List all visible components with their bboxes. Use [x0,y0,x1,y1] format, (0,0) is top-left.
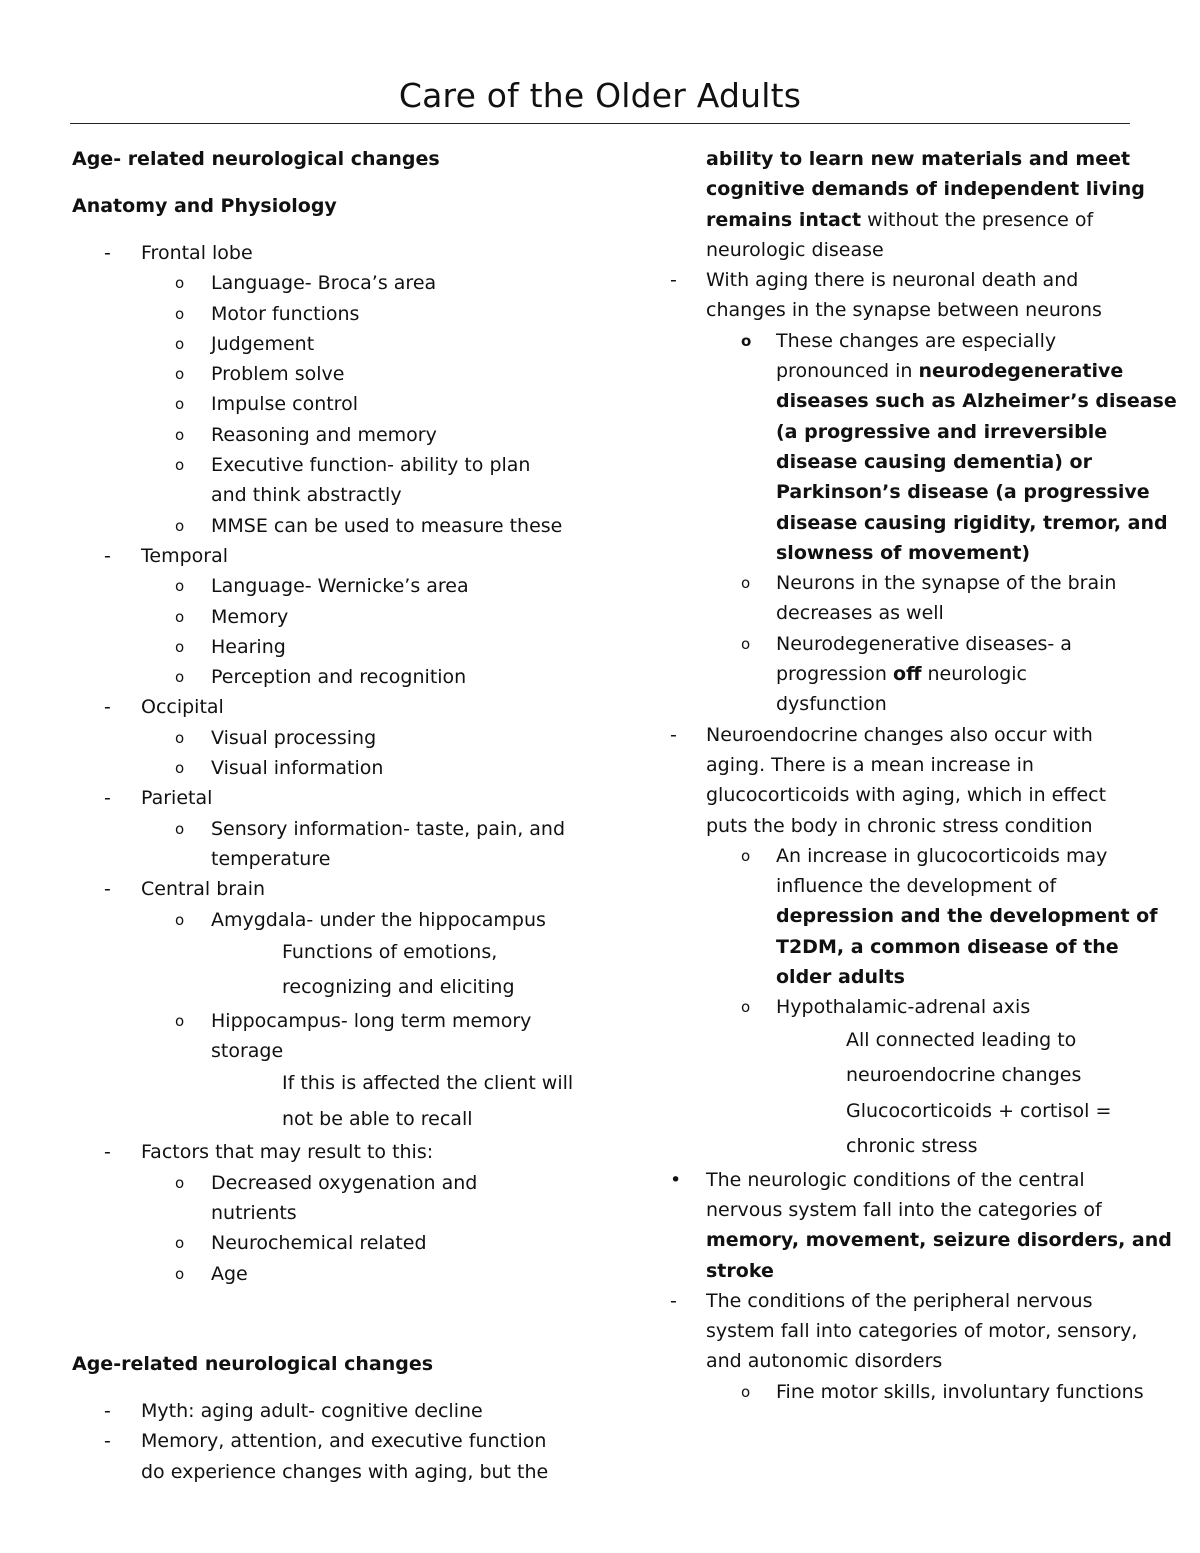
list-item: - Occipital [72,692,592,722]
list-item: - The conditions of the peripheral nervous [668,1286,1140,1316]
list-item: o Language- Broca’s area [72,268,592,298]
heading-anatomy: Anatomy and Physiology [72,195,337,217]
list-item-continued: slowness of movement) [776,541,1031,564]
list-item-continued: changes in the synapse between neurons [706,299,1102,322]
list-item: o Executive function- ability to plan [72,450,592,480]
list-item-continued: do experience changes with aging, but the [141,1460,549,1483]
list-item-continued: dysfunction [776,693,887,716]
circle-bullet: o [175,759,185,778]
right-column [668,144,1177,1407]
circle-bullet: o [175,819,185,838]
list-item: o Decreased oxygenation and [72,1168,592,1198]
circle-bullet: o [175,1011,185,1030]
title-rule [70,123,1130,124]
list-item: • The neurologic conditions of the central [668,1165,1140,1195]
continued-text: cognitive demands of independent living [706,178,1145,201]
list-item: o Motor functions [72,299,592,329]
list-item-continued: T2DM, a common disease of the [776,935,1119,958]
circle-bullet: o [741,846,751,865]
sub-note: recognizing and eliciting [282,976,515,999]
sub-note: neuroendocrine changes [846,1064,1082,1087]
list-item-continued: older adults [776,966,905,989]
list-item-continued: diseases such as Alzheimer’s disease [776,390,1177,413]
list-item-continued: pronounced in neurodegenerative [776,360,1124,383]
spacer [72,1289,592,1319]
list-item: o Visual information [72,753,592,783]
dash-bullet: - [670,269,677,292]
list-item: o Judgement [72,329,592,359]
sub-note: All connected leading to [846,1028,1077,1051]
list-item: o Memory [72,602,592,632]
dash-bullet: - [104,1141,111,1164]
list-item: o Problem solve [72,359,592,389]
sub-note: not be able to recall [282,1107,473,1130]
list-item: o Amygdala- under the hippocampus [72,905,592,935]
circle-bullet: o [175,456,185,475]
list-item: - Memory, attention, and executive function [72,1426,592,1456]
list-item: o MMSE can be used to measure these [72,511,592,541]
continued-text: neurologic disease [706,238,884,261]
circle-bullet: o [175,516,185,535]
list-item-continued: disease causing rigidity, tremor, and [776,511,1168,534]
list-item: - Factors that may result to this: [72,1137,592,1167]
circle-bullet: o [175,1264,185,1283]
circle-bullet: o [175,365,185,384]
list-item: - Myth: aging adult- cognitive decline [72,1396,592,1426]
circle-bullet: o [175,607,185,626]
dash-bullet: - [104,787,111,810]
list-item-continued: progression off neurologic [776,663,1027,686]
list-item: o Hypothalamic-adrenal axis [668,992,1140,1022]
list-item-continued: influence the development of [776,875,1057,898]
list-item: - Parietal [72,783,592,813]
list-item: - Frontal lobe [72,238,592,268]
list-item-continued: and autonomic disorders [706,1350,943,1373]
circle-bullet: o [741,1382,751,1401]
circle-bullet: o [175,637,185,656]
list-item-continued: and think abstractly [211,484,402,507]
circle-bullet: o [175,577,185,596]
list-item: o An increase in glucocorticoids may [668,841,1140,871]
circle-bullet: o [175,1173,185,1192]
list-item-continued: puts the body in chronic stress condition [706,814,1093,837]
list-item: o Age [72,1259,592,1289]
circle-bullet: o [175,304,185,323]
list-item: - Neuroendocrine changes also occur with [668,720,1140,750]
dash-bullet: - [104,242,111,264]
list-item: o Reasoning and memory [72,420,592,450]
list-item-continued: Parkinson’s disease (a progressive [776,481,1150,504]
list-item-continued: temperature [211,847,331,870]
circle-bullet: o [175,334,185,353]
list-item-continued: aging. There is a mean increase in [706,753,1034,776]
circle-bullet: o [741,634,751,653]
sub-note: If this is affected the client will [282,1072,574,1095]
list-item-continued: nervous system fall into the categories of [706,1198,1102,1221]
circle-bullet: o [175,1234,185,1253]
dash-bullet: - [670,1289,677,1312]
list-item: o Neurons in the synapse of the brain [668,568,1140,598]
sub-note: Functions of emotions, [282,940,498,963]
circle-bullet: o [175,395,185,414]
dash-bullet: - [104,1430,111,1453]
bold-circle-bullet: o [741,331,752,350]
dash-bullet: - [104,544,111,567]
list-item-continued: (a progressive and irreversible [776,420,1108,443]
dash-bullet: - [670,723,677,746]
list-item: o Sensory information- taste, pain, and [72,814,592,844]
list-item: o Hearing [72,632,592,662]
list-item-continued: depression and the development of [776,905,1158,928]
continued-text: ability to learn new materials and meet [706,148,1131,170]
list-item-continued: glucocorticoids with aging, which in effect [706,784,1107,807]
circle-bullet: o [175,728,185,747]
list-item: o These changes are especially [668,326,1140,356]
list-item: o Language- Wernicke’s area [72,571,592,601]
dash-bullet: - [104,878,111,901]
heading-age-related-2: Age-related neurological changes [72,1352,434,1375]
list-item: - Central brain [72,874,592,904]
spacer [72,1319,592,1349]
circle-bullet: o [741,574,751,593]
continued-text: remains intact without the presence of [706,208,1094,231]
list-item: - Temporal [72,541,592,571]
list-item: o Hippocampus- long term memory [72,1006,592,1036]
circle-bullet: o [175,910,185,929]
list-item: o Neurochemical related [72,1228,592,1258]
circle-bullet: o [741,998,751,1017]
left-column [72,144,592,1487]
heading-age-related: Age- related neurological changes [72,148,440,170]
list-item-continued: nutrients [211,1202,297,1225]
sub-note: Glucocorticoids + cortisol = [846,1099,1112,1122]
list-item-continued: stroke [706,1259,774,1282]
list-item: o Visual processing [72,723,592,753]
circle-bullet: o [175,668,185,687]
circle-bullet: o [175,425,185,444]
list-item-continued: memory, movement, seizure disorders, and [706,1229,1172,1252]
dash-bullet: - [104,696,111,719]
dash-bullet: - [104,1399,111,1422]
list-item: o Fine motor skills, involuntary functions [668,1377,1140,1407]
sub-note: chronic stress [846,1135,978,1158]
circle-bullet: o [175,274,185,293]
list-item-continued: disease causing dementia) or [776,450,1092,473]
list-item-continued: system fall into categories of motor, sensory, [706,1320,1138,1343]
list-item: o Perception and recognition [72,662,592,692]
list-item-continued: storage [211,1040,284,1063]
list-item: o Neurodegenerative diseases- a [668,629,1140,659]
list-item-continued: decreases as well [776,602,944,625]
dot-bullet: • [670,1168,682,1191]
list-item: - With aging there is neuronal death and [668,265,1140,295]
list-item: o Impulse control [72,389,592,419]
page-title: Care of the Older Adults [398,76,802,115]
